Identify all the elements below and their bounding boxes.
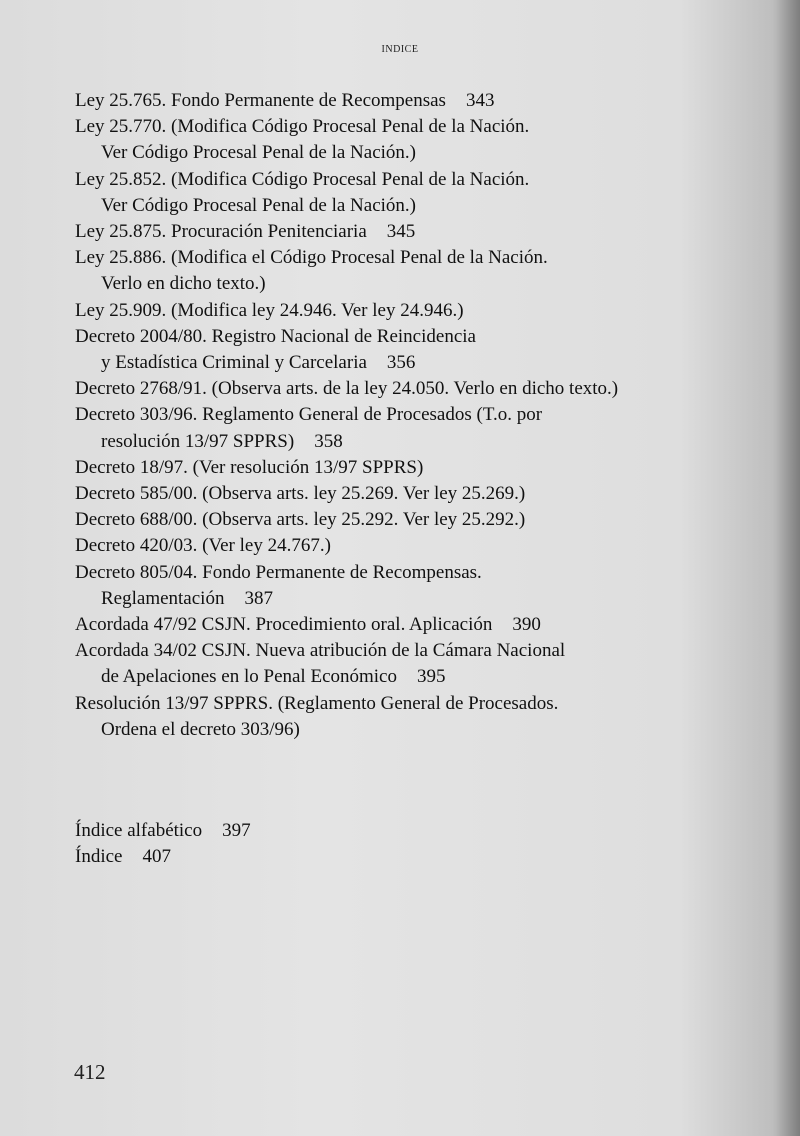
entry-continuation [75,664,715,690]
entry-title [75,376,715,402]
entry-continuation [75,350,715,376]
entry-title [75,219,715,245]
entry-text: Decreto 2004/80. Registro Nacional de Reincidencia [75,325,476,347]
index-entry-list [75,88,715,743]
index-entry [75,402,715,454]
index-entry [75,245,715,297]
entry-text: resolución 13/97 SPPRS) [101,430,295,452]
index-entry [75,376,715,402]
entry-title [75,612,715,638]
entry-page-number: 345 [386,221,416,243]
index-entry [75,167,715,219]
entry-text: Ley 25.875. Procuración Penitenciaria [75,221,367,243]
entry-text: Decreto 303/96. Reglamento General de Procesados (T.o. por [75,404,543,426]
index-entry [75,612,715,638]
entry-text: Decreto 18/97. (Ver resolución 13/97 SPPRS) [75,456,424,478]
entry-continuation [75,271,715,297]
entry-text: Ley 25.765. Fondo Permanente de Recompensas [75,90,446,111]
entry-continuation [75,717,715,743]
entry-continuation [75,140,715,166]
entry-page-number: 397 [222,820,251,841]
entry-text: Ley 25.770. (Modifica Código Procesal Penal de la Nación. [75,116,530,138]
entry-text: Verlo en dicho texto.) [101,273,266,295]
entry-title [75,402,715,428]
entry-title [75,298,715,324]
index-entry [75,507,715,533]
index-entry [75,114,715,166]
entry-title [75,691,715,717]
entry-title [75,560,715,586]
entry-text: Índice alfabético [75,820,203,841]
entry-text: Decreto 2768/91. (Observa arts. de la ley 24.050. Verlo en dicho texto.) [75,378,619,400]
entry-title [75,245,715,271]
entry-text: y Estadística Criminal y Carcelaria [101,352,367,374]
entry-continuation [75,586,715,612]
entry-page-number: 395 [417,666,446,688]
index-entry [75,638,715,690]
entry-text: Decreto 585/00. (Observa arts. ley 25.269. Ver ley 25.269.) [75,483,526,505]
index-entry [75,560,715,612]
entry-page-number: 407 [142,846,171,868]
page-number: 412 [74,1060,106,1084]
entry-title [75,167,715,193]
entry-title [75,324,715,350]
index-entry [75,481,715,507]
entry-page-number: 358 [314,430,343,452]
final-index-list [75,818,475,870]
entry-page-number: 387 [244,587,273,609]
entry-title [75,638,715,664]
entry-continuation [75,193,715,219]
entry-text: Acordada 47/92 CSJN. Procedimiento oral. Aplicación [75,614,493,636]
entry-text: de Apelaciones en lo Penal Económico [101,666,397,688]
entry-page-number: 356 [386,352,416,374]
entry-text: Ley 25.852. (Modifica Código Procesal Penal de la Nación. [75,168,530,190]
entry-text: Ordena el decreto 303/96) [101,718,300,740]
index-entry [75,533,715,559]
entry-text: Ley 25.909. (Modifica ley 24.946. Ver ley 24.946.) [75,299,464,321]
entry-continuation [75,429,715,455]
entry-text: Acordada 34/02 CSJN. Nueva atribución de la Cámara Nacional [75,640,566,662]
entry-page-number: 343 [465,90,495,111]
index-entry [75,691,715,743]
entry-title [75,507,715,533]
index-entry [75,219,715,245]
final-index-entry [75,818,475,844]
entry-title [75,481,715,507]
entry-text: Resolución 13/97 SPPRS. (Reglamento General de Procesados. [75,692,559,714]
entry-text: Decreto 688/00. (Observa arts. ley 25.292. Ver ley 25.292.) [75,509,526,531]
entry-title [75,533,715,559]
entry-text: Reglamentación [101,587,225,609]
entry-text: Decreto 420/03. (Ver ley 24.767.) [75,535,331,557]
entry-text: Índice [75,846,123,868]
entry-text: Decreto 805/04. Fondo Permanente de Recompensas. [75,561,482,583]
entry-title [75,455,715,481]
entry-text: Ver Código Procesal Penal de la Nación.) [101,194,416,216]
entry-title [75,114,715,140]
index-entry [75,455,715,481]
entry-page-number: 390 [512,614,541,636]
entry-title [75,88,715,114]
running-head: INDICE [381,44,419,55]
index-entry [75,298,715,324]
entry-text: Ley 25.886. (Modifica el Código Procesal Penal de la Nación. [75,247,548,269]
final-index-entry [75,844,475,870]
index-entry [75,324,715,376]
entry-text: Ver Código Procesal Penal de la Nación.) [101,142,416,164]
index-entry [75,88,715,114]
